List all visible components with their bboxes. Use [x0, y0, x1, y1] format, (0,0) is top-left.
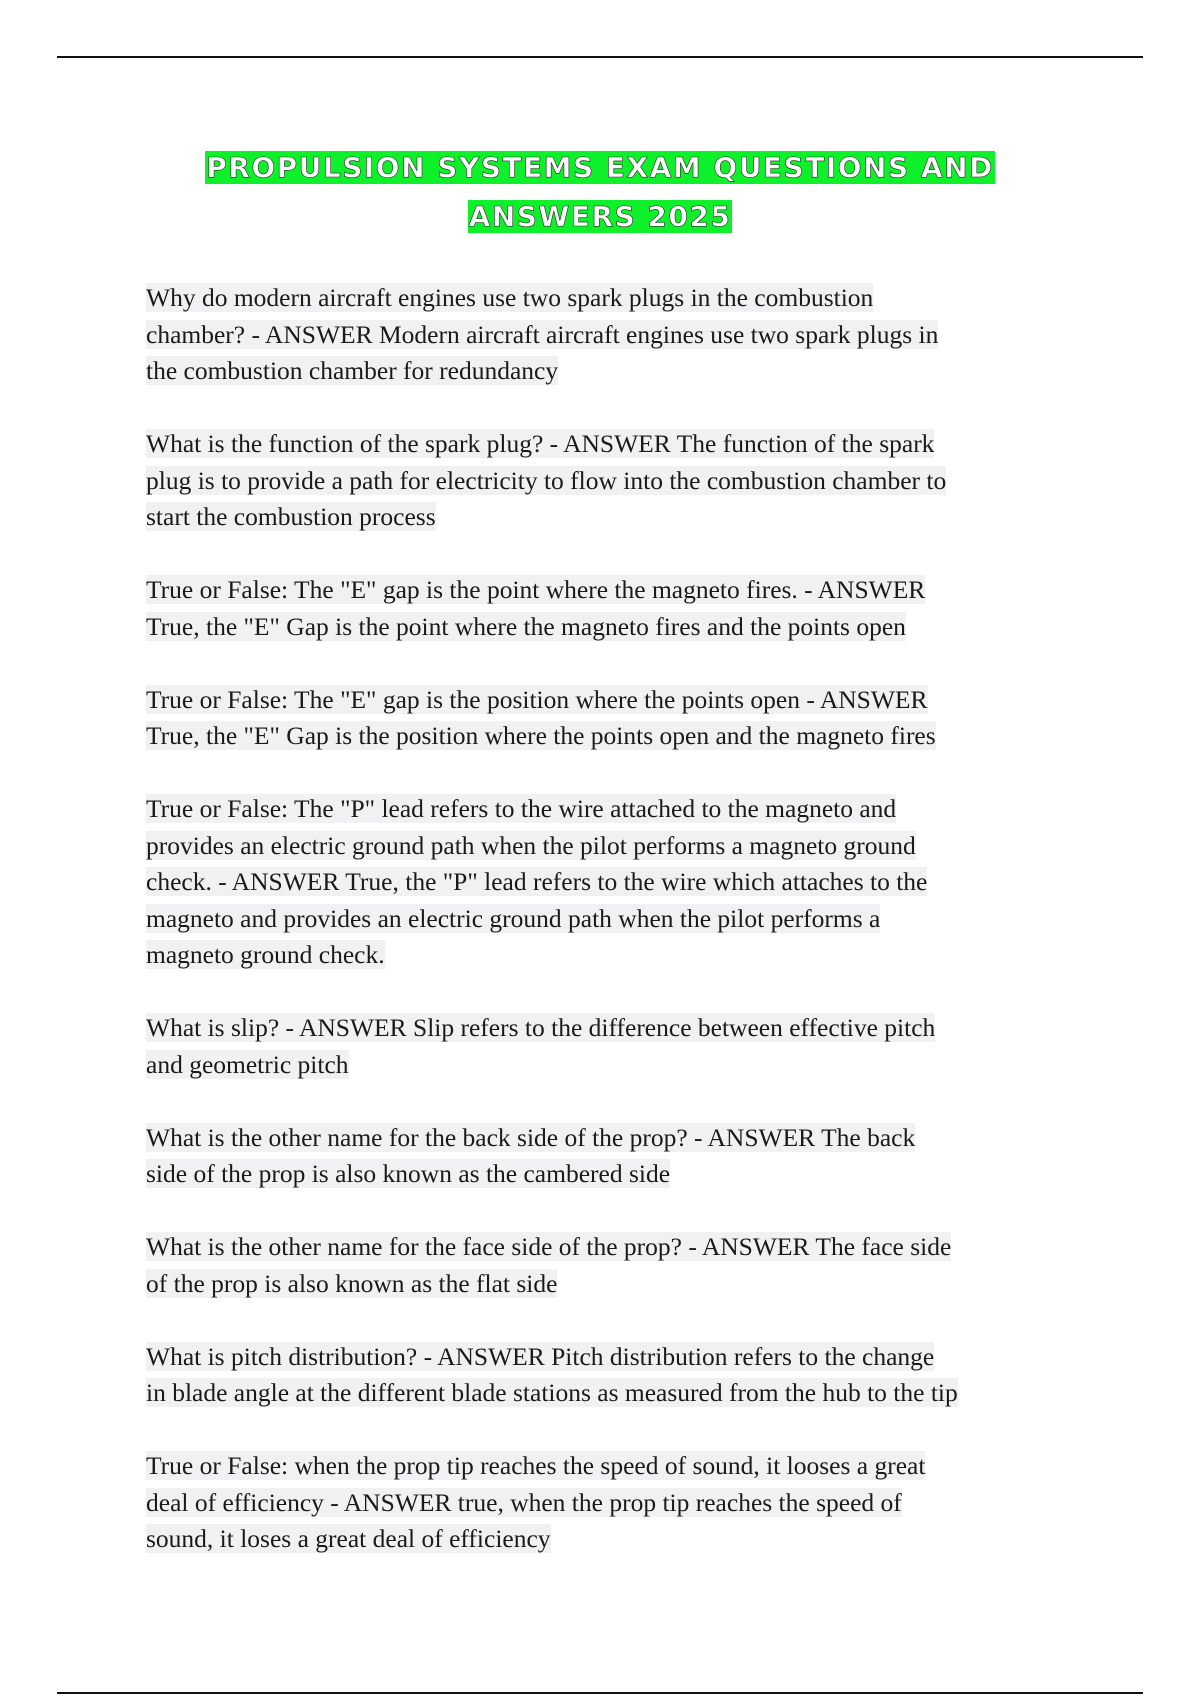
qa-line: True or False: The "P" lead refers to the wire attached to the magneto and — [146, 794, 897, 823]
qa-line: side of the prop is also known as the cambered side — [146, 1159, 671, 1188]
title-line-1: PROPULSION SYSTEMS EXAM QUESTIONS AND — [206, 151, 994, 184]
qa-line: provides an electric ground path when the pilot performs a magneto ground — [146, 830, 916, 860]
top-rule — [57, 56, 1143, 58]
document-title — [0, 143, 1200, 241]
qa-item — [146, 426, 1066, 536]
qa-line: sound, it loses a great deal of efficiency — [146, 1524, 551, 1553]
qa-line: What is slip? - ANSWER Slip refers to the difference between effective pitch — [146, 1013, 936, 1042]
qa-line: What is the other name for the face side of the prop? - ANSWER The face side — [146, 1232, 952, 1261]
qa-line: What is pitch distribution? - ANSWER Pitch distribution refers to the change — [146, 1341, 935, 1371]
qa-line: True or False: when the prop tip reaches the speed of sound, it looses a great — [146, 1451, 926, 1480]
qa-line: and geometric pitch — [146, 1049, 349, 1079]
qa-item — [146, 1448, 1066, 1558]
qa-item — [146, 791, 1066, 974]
qa-line: magneto and provides an electric ground path when the pilot performs a — [146, 903, 881, 933]
qa-item — [146, 1339, 1066, 1412]
qa-item — [146, 1229, 1066, 1302]
qa-line: check. - ANSWER True, the "P" lead refers to the wire which attaches to the — [146, 867, 928, 896]
qa-line: deal of efficiency - ANSWER true, when the prop tip reaches the speed of — [146, 1487, 902, 1517]
qa-line: in blade angle at the different blade stations as measured from the hub to the tip — [146, 1378, 958, 1407]
qa-line: True or False: The "E" gap is the position where the points open - ANSWER — [146, 684, 928, 714]
qa-item — [146, 1010, 1066, 1083]
bottom-rule — [57, 1692, 1143, 1694]
qa-line: What is the function of the spark plug? - ANSWER The function of the spark — [146, 429, 935, 458]
qa-line: chamber? - ANSWER Modern aircraft aircraft engines use two spark plugs in — [146, 319, 939, 349]
qa-line: True, the "E" Gap is the position where the points open and the magneto fires — [146, 721, 936, 750]
qa-item — [146, 1120, 1066, 1193]
qa-line: Why do modern aircraft engines use two spark plugs in the combustion — [146, 283, 874, 312]
qa-line: True, the "E" Gap is the point where the magneto fires and the points open — [146, 611, 906, 641]
qa-line: True or False: The "E" gap is the point where the magneto fires. - ANSWER — [146, 575, 926, 604]
qa-line: the combustion chamber for redundancy — [146, 356, 559, 385]
qa-line: plug is to provide a path for electricity to flow into the combustion chamber to — [146, 465, 947, 495]
qa-item — [146, 280, 1066, 390]
qa-line: What is the other name for the back side of the prop? - ANSWER The back — [146, 1122, 916, 1152]
qa-item — [146, 572, 1066, 645]
qa-line: of the prop is also known as the flat side — [146, 1268, 558, 1298]
qa-line: start the combustion process — [146, 502, 436, 531]
qa-line: magneto ground check. — [146, 940, 385, 969]
title-line-2: ANSWERS 2025 — [468, 200, 732, 233]
qa-list — [146, 280, 1066, 1594]
qa-item — [146, 682, 1066, 755]
